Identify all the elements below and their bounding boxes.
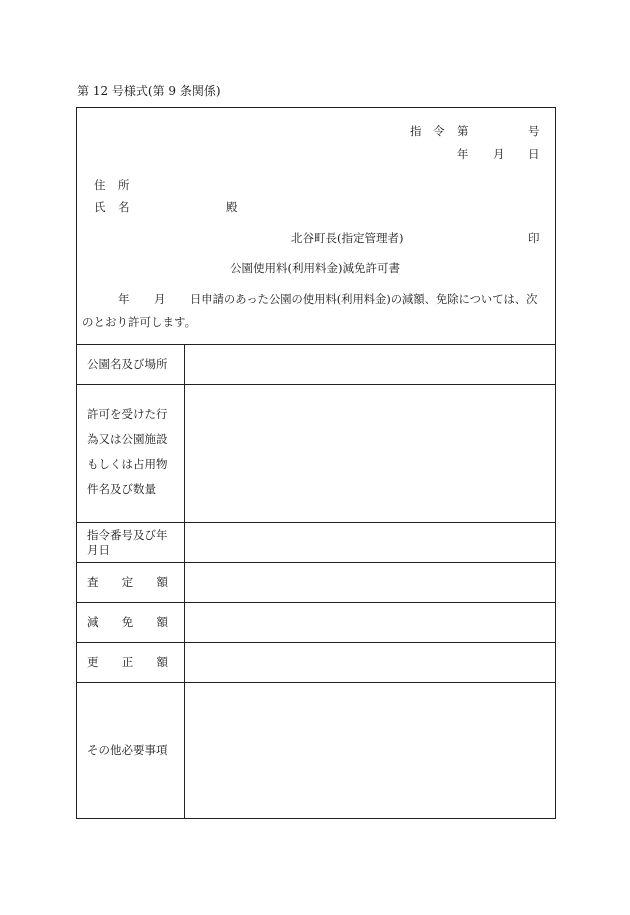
order-label-char-2: 令 [433, 124, 445, 138]
table-rule [77, 344, 555, 345]
park-place-label: 公園名及び場所 [87, 357, 168, 371]
order-suffix: 号 [528, 124, 540, 138]
form-number-label: 第 12 号様式(第 9 条関係) [77, 84, 221, 98]
reduction-char-2: 免 [121, 615, 134, 629]
assessed-char-2: 定 [121, 575, 134, 589]
permitted-line-4: 件名及び数量 [87, 482, 156, 496]
date-month: 月 [493, 147, 505, 161]
reduction-char-1: 減 [87, 615, 99, 629]
table-rule [77, 642, 555, 643]
name-label-2: 名 [118, 200, 130, 214]
address-label-2: 所 [118, 178, 130, 192]
table-rule [77, 522, 555, 523]
assessed-char-1: 査 [87, 575, 99, 589]
order-label-char-1: 指 [410, 124, 422, 138]
issuer-name: 北谷町長(指定管理者) [291, 231, 404, 245]
body-text-line-1: 日申請のあった公園の使用料(利用料金)の減額、免除については、次 [190, 293, 538, 306]
permitted-activity-label [87, 402, 168, 502]
name-label-1: 氏 [94, 200, 106, 214]
table-rule [77, 682, 555, 683]
reduction-amount-label [87, 616, 168, 630]
body-text-line-2: のとおり許可します。 [82, 315, 197, 329]
seal-mark: 印 [528, 231, 540, 245]
permitted-line-2: 為又は公園施設 [87, 432, 168, 446]
corrected-amount-label [87, 656, 168, 670]
body-month: 月 [154, 292, 166, 306]
permitted-line-3: もしくは占用物 [87, 457, 168, 471]
other-matters-label: その他必要事項 [87, 743, 168, 757]
address-label-1: 住 [94, 178, 106, 192]
date-year: 年 [457, 147, 469, 161]
order-number-date-label [87, 528, 168, 558]
table-rule [77, 384, 555, 385]
assessed-amount-label [87, 576, 168, 590]
order-number-line-2: 月日 [87, 543, 110, 557]
corrected-char-3: 額 [156, 655, 168, 669]
table-rule [77, 562, 555, 563]
order-number-line-1: 指令番号及び年 [87, 528, 168, 542]
assessed-char-3: 額 [156, 575, 168, 589]
table-column-divider [184, 344, 185, 818]
body-year: 年 [118, 292, 130, 306]
corrected-char-1: 更 [87, 655, 99, 669]
corrected-char-2: 正 [121, 655, 134, 669]
reduction-char-3: 額 [156, 615, 168, 629]
permit-form-frame [76, 107, 556, 819]
permitted-line-1: 許可を受けた行 [87, 407, 168, 421]
honorific: 殿 [226, 200, 238, 214]
document-title: 公園使用料(利用料金)減免許可書 [230, 261, 400, 275]
order-label-char-3: 第 [457, 124, 469, 138]
table-rule [77, 602, 555, 603]
date-day: 日 [528, 147, 540, 161]
